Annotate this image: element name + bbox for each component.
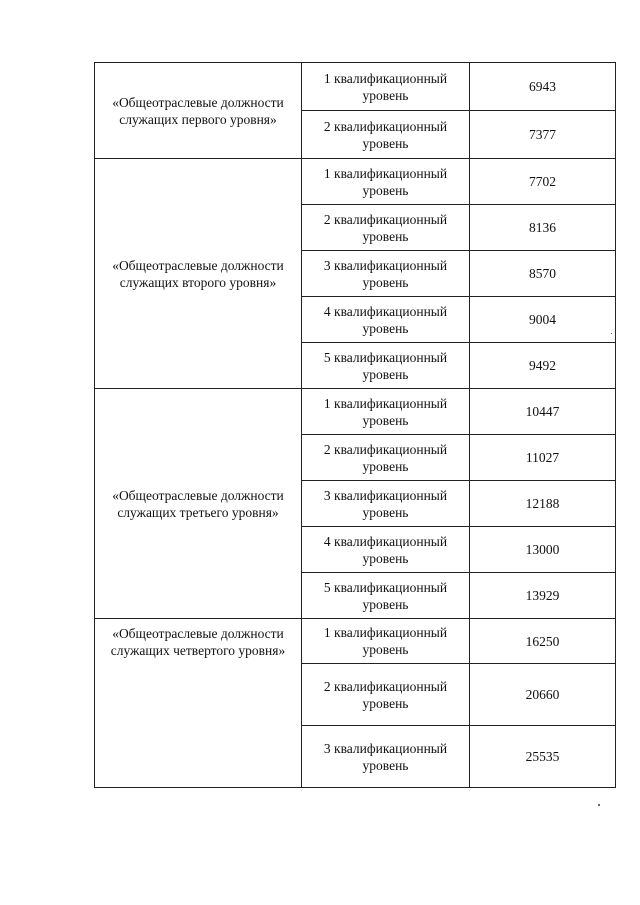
salary-value: 9004: [529, 312, 556, 327]
level-label: 5 квалификационный уровень: [323, 349, 448, 382]
level-label: 2 квалификационный уровень: [323, 118, 448, 151]
salary-value: 13929: [525, 588, 560, 603]
level-cell: [302, 435, 470, 481]
value-cell: [470, 527, 616, 573]
value-cell: [470, 63, 616, 111]
value-cell: [470, 619, 616, 664]
value-cell: [470, 726, 616, 788]
level-label: 1 квалификационный уровень: [323, 165, 448, 198]
level-cell: [302, 159, 470, 205]
scan-speck: [598, 804, 600, 806]
value-cell: [470, 111, 616, 159]
level-label: 3 квалификационный уровень: [323, 257, 448, 290]
salary-value: 20660: [525, 687, 560, 702]
salary-value: 10447: [525, 404, 560, 419]
value-cell: [470, 389, 616, 435]
group-name: «Общеотраслевые должности служащих третьего уровня»: [112, 487, 284, 520]
level-label: 4 квалификационный уровень: [323, 303, 448, 336]
level-label: 5 квалификационный уровень: [323, 579, 448, 612]
level-cell: [302, 619, 470, 664]
level-label: 2 квалификационный уровень: [323, 211, 448, 244]
level-cell: [302, 389, 470, 435]
level-cell: [302, 205, 470, 251]
group-name: «Общеотраслевые должности служащих первого уровня»: [112, 94, 284, 127]
group-name-cell: [95, 63, 302, 159]
table-row: [95, 159, 616, 205]
level-label: 1 квалификационный уровень: [323, 625, 448, 657]
salary-table: [94, 62, 616, 788]
value-cell: [470, 297, 616, 343]
level-cell: [302, 573, 470, 619]
value-cell: [470, 435, 616, 481]
salary-value: 16250: [525, 633, 560, 649]
salary-value: 13000: [525, 542, 560, 557]
level-label: 3 квалификационный уровень: [323, 487, 448, 520]
scan-speck: [611, 333, 612, 334]
level-label: 1 квалификационный уровень: [323, 70, 448, 103]
group-name-cell: [95, 389, 302, 619]
level-cell: [302, 63, 470, 111]
salary-value: 8570: [529, 266, 556, 281]
value-cell: [470, 481, 616, 527]
salary-value: 9492: [529, 358, 556, 373]
level-cell: [302, 527, 470, 573]
value-cell: [470, 343, 616, 389]
salary-value: 6943: [529, 79, 556, 94]
salary-value: 25535: [525, 749, 560, 764]
group-name: «Общеотраслевые должности служащих четвертого уровня»: [110, 626, 286, 658]
level-label: 3 квалификационный уровень: [323, 740, 448, 773]
level-cell: [302, 664, 470, 726]
value-cell: [470, 159, 616, 205]
table-row: [95, 619, 616, 664]
level-cell: [302, 481, 470, 527]
value-cell: [470, 205, 616, 251]
level-cell: [302, 297, 470, 343]
level-label: 4 квалификационный уровень: [323, 533, 448, 566]
level-cell: [302, 343, 470, 389]
salary-value: 7702: [529, 174, 556, 189]
salary-value: 8136: [529, 220, 556, 235]
value-cell: [470, 573, 616, 619]
level-label: 1 квалификационный уровень: [323, 395, 448, 428]
table-row: [95, 63, 616, 111]
group-name-cell: [95, 159, 302, 389]
value-cell: [470, 664, 616, 726]
level-cell: [302, 111, 470, 159]
salary-value: 7377: [529, 127, 556, 142]
level-label: 2 квалификационный уровень: [323, 678, 448, 711]
group-name: «Общеотраслевые должности служащих второго уровня»: [112, 257, 284, 290]
salary-value: 11027: [525, 450, 560, 465]
table-row: [95, 389, 616, 435]
salary-value: 12188: [525, 496, 560, 511]
level-label: 2 квалификационный уровень: [323, 441, 448, 474]
group-name-cell: [95, 619, 302, 788]
level-cell: [302, 726, 470, 788]
level-cell: [302, 251, 470, 297]
value-cell: [470, 251, 616, 297]
